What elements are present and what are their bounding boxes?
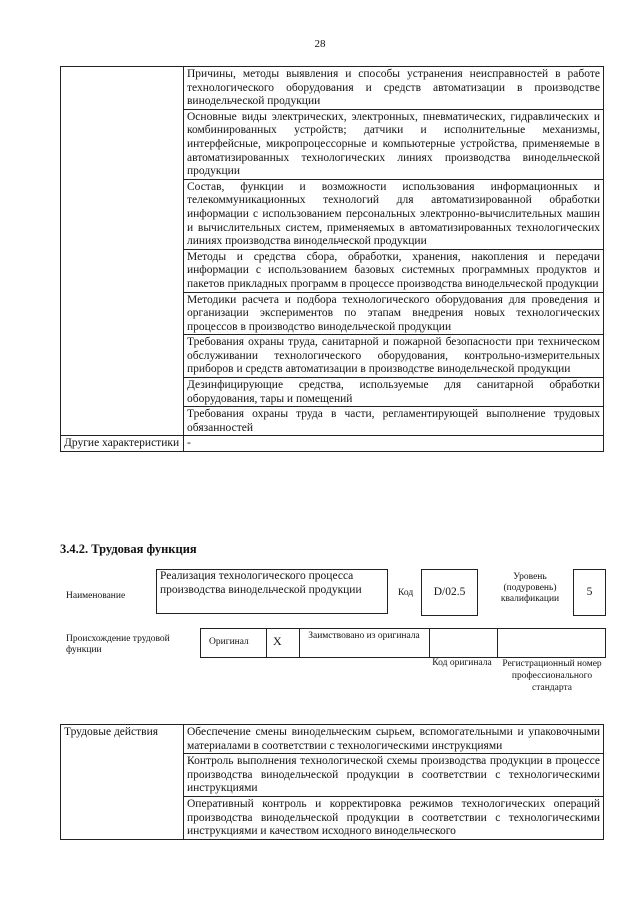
knowledge-label-cell: [61, 67, 184, 436]
knowledge-item: Основные виды электрических, электронных, пневматических, гидравлических и комбинированных устройств; датчики и исполнительные механизмы, интерфейсные, микропроцессорные и компьютерные устройства, применяемые в автоматизированных технологических линиях производства винодельческой продукции: [184, 109, 604, 179]
original-mark: X: [273, 634, 282, 648]
action-item: Контроль выполнения технологической схемы производства продукции в процессе производства винодельческой продукции в соответствии с технологическими инструкциями: [184, 754, 604, 797]
knowledge-item: Методы и средства сбора, обработки, хранения, накопления и передачи информации с использованием базовых системных программных продуктов и пакетов прикладных программ в процессе производства винодельческой продукции: [184, 249, 604, 292]
origin-label: Происхождение трудовой функции: [66, 634, 170, 655]
page-number: 28: [314, 38, 326, 50]
knowledge-item: Требования охраны труда, санитарной и пожарной безопасности при техническом обслуживании технологического оборудования, контрольно-измерительных приборов и средств автоматизации в производстве винодельческой продукции: [184, 335, 604, 378]
knowledge-item: Причины, методы выявления и способы устранения неисправностей в работе технологического оборудования и средств автоматизации в производстве винодельческой продукции: [184, 67, 604, 110]
knowledge-item: Требования охраны труда в части, регламентирующей выполнение трудовых обязанностей: [184, 407, 604, 436]
section-title: 3.4.2. Трудовая функция: [60, 542, 197, 556]
code-value-box: [421, 569, 478, 616]
knowledge-item: Состав, функции и возможности использования информационных и телекоммуникационных технологий для автоматизированной обработки информации с использованием персональных электронно-вычислительных машин и вычислительных систем, применяемых в автоматизированных технологических линиях производства винодельческой продукции: [184, 179, 604, 249]
level-value-box: [573, 569, 606, 616]
knowledge-item: Дезинфицирующие средства, используемые для санитарной обработки оборудования, тары и помещений: [184, 378, 604, 407]
table-row: [61, 725, 604, 754]
code-original-caption: Код оригинала: [432, 658, 492, 668]
function-name-box: [156, 569, 388, 614]
registration-number-caption: Регистрационный номер профессионального стандарта: [502, 659, 602, 693]
level-value: 5: [586, 586, 593, 598]
name-label: Наименование: [66, 591, 126, 601]
action-item: Обеспечение смены винодельческим сырьем, вспомогательными и упаковочными материалами в соответствии с технологическими инструкциями: [184, 725, 604, 754]
code-value: D/02.5: [433, 586, 466, 598]
knowledge-item: Методики расчета и подбора технологического оборудования для проведения и организации экспериментов по этапам внедрения новых технологических процессов в производство винодельческой продукции: [184, 292, 604, 335]
table-row: [61, 436, 604, 452]
borrowed-label: Заимствовано из оригинала: [308, 631, 420, 641]
other-characteristics-label: Другие характеристики: [61, 436, 184, 452]
knowledge-table: [60, 66, 604, 452]
other-characteristics-value: -: [184, 436, 604, 452]
table-row: [61, 67, 604, 110]
action-item: Оперативный контроль и корректировка режимов технологических операций производства винодельческой продукции в соответствии с технологическими инструкциями и качеством исходного винодельческого: [184, 796, 604, 839]
origin-box: [200, 628, 606, 658]
function-name-value: Реализация технологического процесса производства винодельческой продукции: [160, 570, 362, 596]
code-label: Код: [398, 588, 414, 598]
level-label: Уровень (подуровень) квалификации: [500, 572, 560, 604]
actions-table: [60, 724, 604, 840]
original-label: Оригинал: [209, 637, 249, 647]
actions-label: Трудовые действия: [61, 725, 184, 840]
